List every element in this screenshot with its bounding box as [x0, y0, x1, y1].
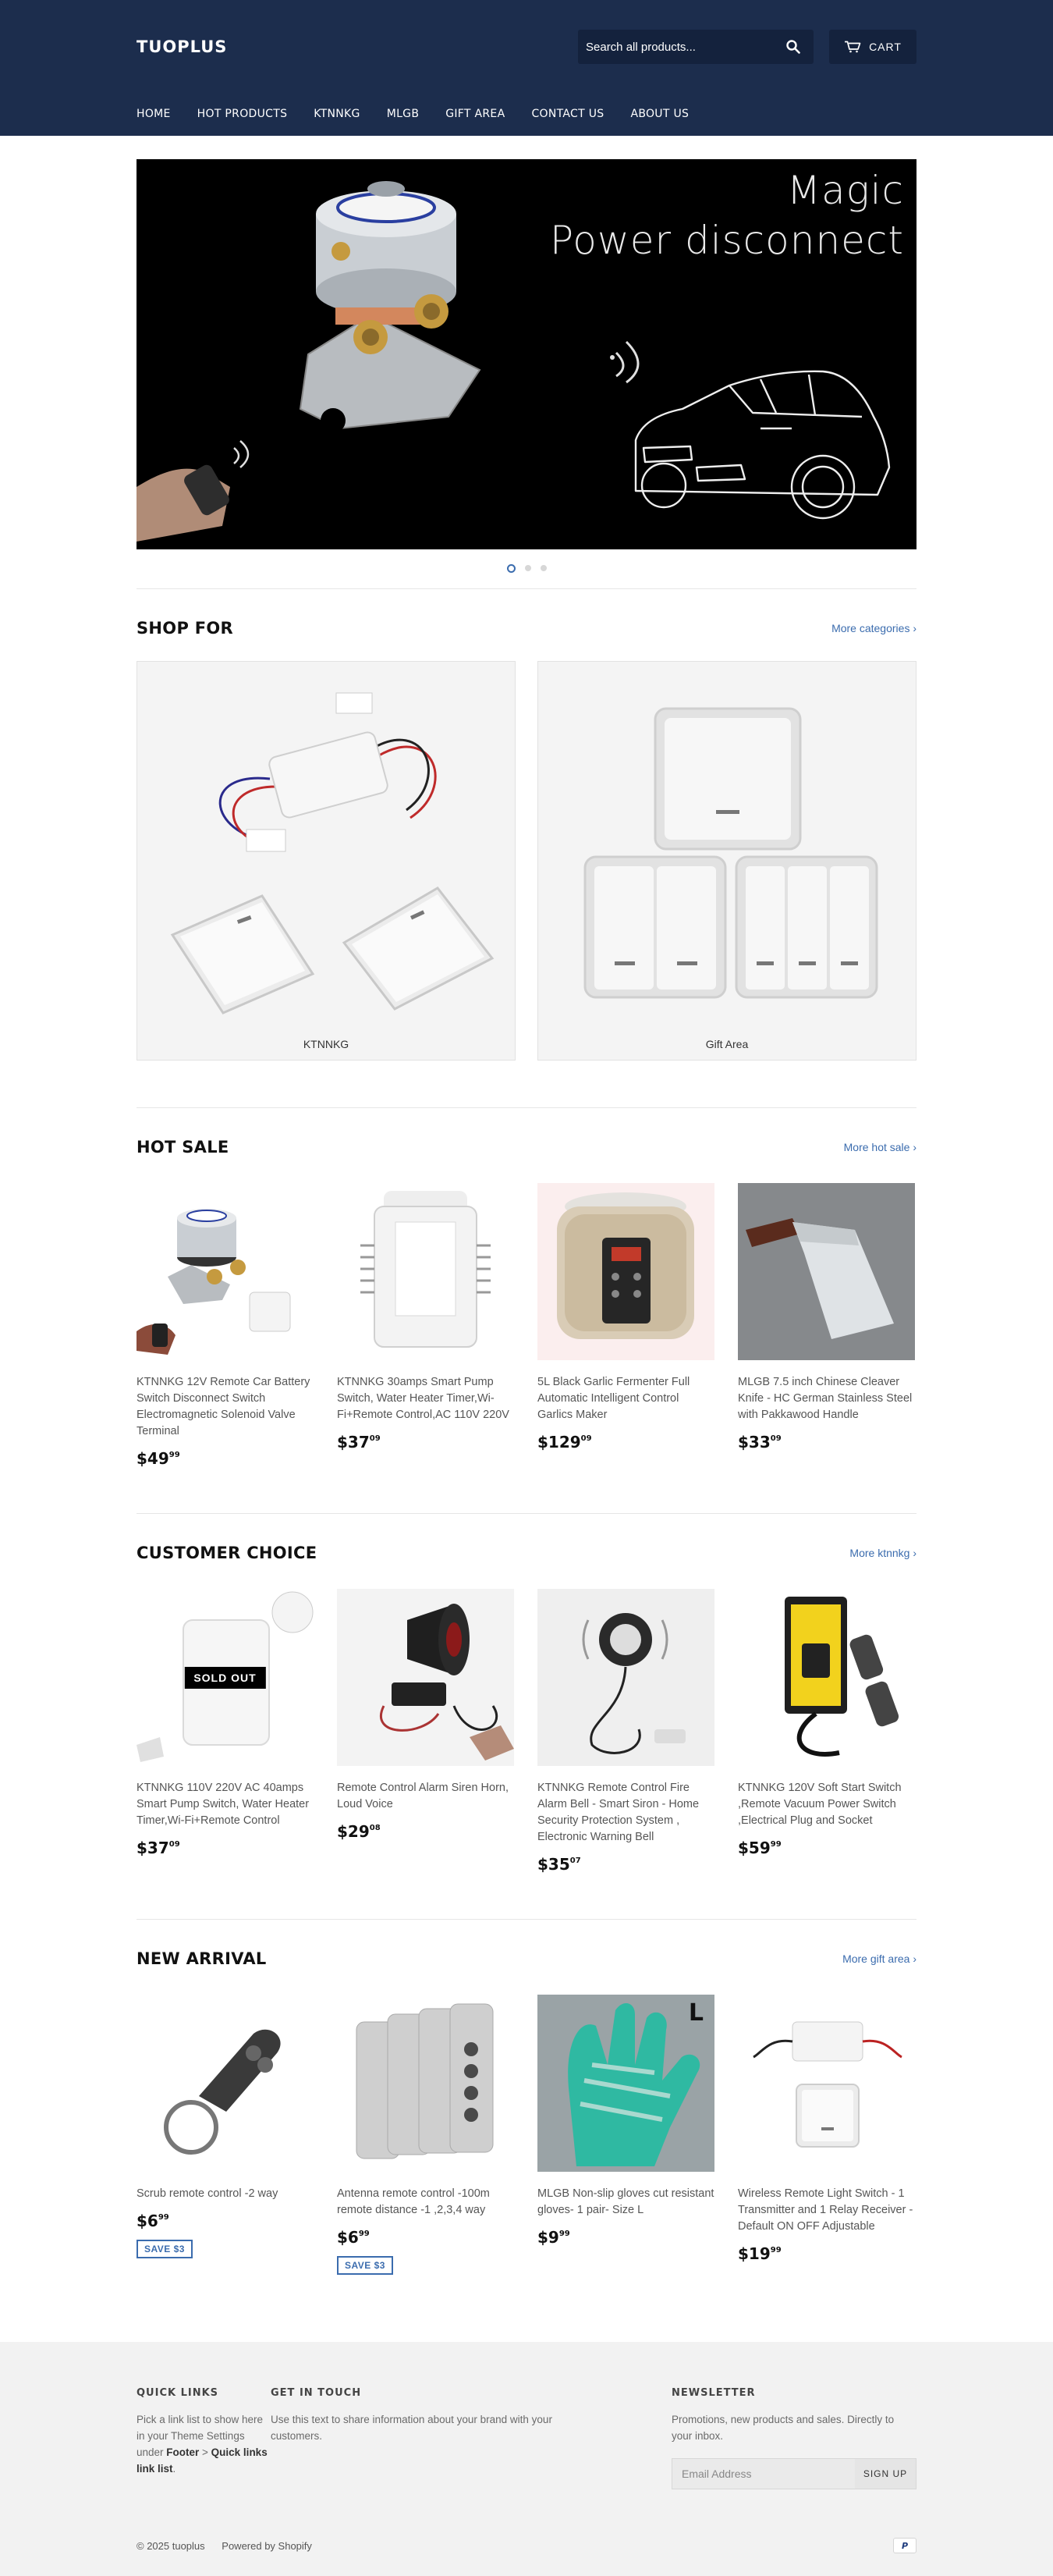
footer-bottom [136, 2538, 916, 2553]
section-title: CUSTOMER CHOICE [136, 1544, 317, 1562]
product-price: $\$59^{99}$ [738, 1839, 782, 1857]
product-card[interactable] [738, 1183, 915, 1468]
search-icon [786, 40, 800, 54]
product-title: Antenna remote control -100m remote distance -1 ,2,3,4 way [337, 2187, 490, 2216]
product-grid [136, 1183, 916, 1468]
collection-ktnnkg[interactable] [136, 661, 516, 1061]
customer-choice-section [136, 1540, 916, 1874]
product-card[interactable] [337, 1589, 514, 1874]
header-top [136, 0, 916, 94]
divider [136, 588, 916, 589]
copyright [136, 2540, 312, 2552]
copyright-text[interactable]: © 2025 tuoplus [136, 2539, 205, 2552]
product-grid [136, 1589, 916, 1874]
quick-links-text: Pick a link list to show here in your Theme Settings under Footer > Quick links link list. [136, 2414, 268, 2475]
collection-grid [136, 661, 916, 1061]
product-card[interactable] [136, 1995, 314, 2275]
product-price: $\$6^{99}$ [337, 2228, 370, 2247]
paypal-icon: P [893, 2538, 916, 2553]
product-price: $\$35^{07}$ [537, 1855, 581, 1874]
product-image [537, 1995, 714, 2172]
main-nav [136, 94, 916, 136]
nav-home[interactable]: HOME [136, 108, 171, 120]
product-title: KTNNKG 30amps Smart Pump Switch, Water Heater Timer,Wi-Fi+Remote Control,AC 110V 220V [337, 1376, 509, 1421]
product-image [136, 1589, 314, 1766]
save-badge: SAVE $3 [337, 2256, 393, 2275]
product-image [537, 1183, 714, 1360]
product-price: $\$19^{99}$ [738, 2244, 782, 2263]
product-card[interactable] [136, 1589, 314, 1874]
product-price: $\$33^{09}$ [738, 1433, 782, 1451]
section-title: NEW ARRIVAL [136, 1949, 267, 1968]
divider [136, 1107, 916, 1108]
nav-contact-us[interactable]: CONTACT US [531, 108, 604, 120]
slide-title-line2: Power disconnect [549, 218, 904, 263]
ktnnkg-collection-image [137, 662, 516, 1036]
save-badge: SAVE $3 [136, 2240, 193, 2258]
product-card[interactable] [136, 1183, 314, 1468]
product-card[interactable] [738, 1995, 915, 2275]
product-title: MLGB 7.5 inch Chinese Cleaver Knife - HC German Stainless Steel with Pakkawood Handle [738, 1376, 913, 1421]
newsletter-column [672, 2387, 916, 2489]
quick-links-title: QUICK LINKS [136, 2387, 219, 2399]
cart-icon [844, 41, 861, 53]
quick-links-column [136, 2387, 271, 2489]
section-title: SHOP FOR [136, 619, 234, 638]
nav-gift-area[interactable]: GIFT AREA [445, 108, 505, 120]
nav-ktnnkg[interactable]: KTNNKG [314, 108, 360, 120]
slide-title-line1: Magic [786, 168, 904, 213]
section-header [136, 1540, 916, 1565]
product-card[interactable] [337, 1995, 514, 2275]
site-footer [0, 2342, 1053, 2576]
product-title: Wireless Remote Light Switch - 1 Transmitter and 1 Relay Receiver - Default ON OFF Adjustable [738, 2187, 913, 2233]
nav-about-us[interactable]: ABOUT US [630, 108, 690, 120]
product-image [136, 1183, 314, 1360]
hot-sale-section [136, 1135, 916, 1468]
site-logo[interactable]: TUOPLUS [136, 37, 228, 56]
product-price: $\$37^{09}$ [337, 1433, 381, 1451]
product-card[interactable] [537, 1183, 714, 1468]
product-image [337, 1995, 514, 2172]
slider-dots [136, 563, 916, 573]
footer-columns [136, 2387, 916, 2489]
product-grid [136, 1995, 916, 2275]
product-title: KTNNKG 12V Remote Car Battery Switch Disconnect Switch Electromagnetic Solenoid Valve Terminal [136, 1376, 310, 1437]
new-arrival-section [136, 1946, 916, 2275]
slider-dot-1[interactable] [507, 564, 516, 573]
hero-slide[interactable] [136, 159, 916, 549]
product-image [738, 1589, 915, 1766]
product-price: $\$9^{99}$ [537, 2228, 570, 2247]
product-image [337, 1589, 514, 1766]
product-price: $\$6^{99}$ [136, 2212, 169, 2230]
product-image [337, 1183, 514, 1360]
product-title: KTNNKG Remote Control Fire Alarm Bell - Smart Siron - Home Security Protection System , Electronic Warning Bell [537, 1782, 700, 1843]
product-price: $\$129^{09}$ [537, 1433, 592, 1451]
section-header [136, 1946, 916, 1971]
cart-label: CART [869, 41, 902, 53]
nav-hot-products[interactable]: HOT PRODUCTS [197, 108, 288, 120]
collection-label: Gift Area [705, 1038, 749, 1050]
site-header [0, 0, 1053, 136]
section-header [136, 616, 916, 641]
main-content [136, 159, 916, 2275]
product-title: KTNNKG 110V 220V AC 40amps Smart Pump Switch, Water Heater Timer,Wi-Fi+Remote Control [136, 1782, 310, 1827]
product-price: $\$29^{08}$ [337, 1822, 381, 1841]
product-card[interactable] [537, 1995, 714, 2275]
gift-area-collection-image [538, 662, 917, 1036]
search-box [578, 30, 814, 64]
product-image [136, 1995, 314, 2172]
powered-by-link[interactable]: Powered by Shopify [222, 2539, 312, 2552]
product-title: Remote Control Alarm Siren Horn, Loud Voice [337, 1782, 509, 1810]
product-title: 5L Black Garlic Fermenter Full Automatic Intelligent Control Garlics Maker [537, 1376, 690, 1421]
newsletter-form [672, 2458, 916, 2489]
product-card[interactable] [337, 1183, 514, 1468]
product-title: Scrub remote control -2 way [136, 2187, 278, 2200]
product-card[interactable] [738, 1589, 915, 1874]
sold-out-badge: SOLD OUT [184, 1667, 265, 1689]
more-ktnnkg-link[interactable]: More ktnnkg › [849, 1547, 916, 1559]
newsletter-title: NEWSLETTER [672, 2387, 756, 2399]
product-price: $\$37^{09}$ [136, 1839, 180, 1857]
header-tools [578, 30, 916, 64]
section-title: HOT SALE [136, 1138, 229, 1157]
product-image [537, 1589, 714, 1766]
product-image [738, 1183, 915, 1360]
more-gift-area-link[interactable]: More gift area › [842, 1952, 916, 1965]
search-input[interactable] [586, 41, 765, 54]
size-badge: L [688, 1999, 704, 2027]
email-input[interactable] [672, 2459, 855, 2489]
search-button[interactable] [784, 37, 803, 56]
shop-for-section [136, 616, 916, 1061]
sign-up-button[interactable]: SIGN UP [855, 2459, 916, 2489]
product-title: KTNNKG 120V Soft Start Switch ,Remote Vacuum Power Switch ,Electrical Plug and Socket [738, 1782, 902, 1827]
slider-dot-2[interactable] [525, 565, 531, 571]
get-in-touch-column [271, 2387, 672, 2489]
product-price: $\$49^{99}$ [136, 1449, 180, 1468]
cart-button[interactable] [829, 30, 916, 64]
more-hot-sale-link[interactable]: More hot sale › [843, 1141, 916, 1153]
product-title: MLGB Non-slip gloves cut resistant gloves- 1 pair- Size L [537, 2187, 714, 2216]
divider [136, 1919, 916, 1920]
newsletter-text: Promotions, new products and sales. Directly to your inbox. [672, 2414, 895, 2442]
product-card[interactable] [537, 1589, 714, 1874]
divider [136, 1513, 916, 1514]
get-in-touch-title: GET IN TOUCH [271, 2387, 362, 2399]
slide-title [550, 165, 904, 265]
product-image [738, 1995, 915, 2172]
section-header [136, 1135, 916, 1160]
collection-gift-area[interactable] [537, 661, 916, 1061]
collection-label: KTNNKG [303, 1038, 349, 1050]
nav-mlgb[interactable]: MLGB [386, 108, 420, 120]
slider-dot-3[interactable] [541, 565, 547, 571]
more-categories-link[interactable]: More categories › [831, 622, 916, 634]
get-in-touch-text: Use this text to share information about your brand with your customers. [271, 2414, 552, 2442]
